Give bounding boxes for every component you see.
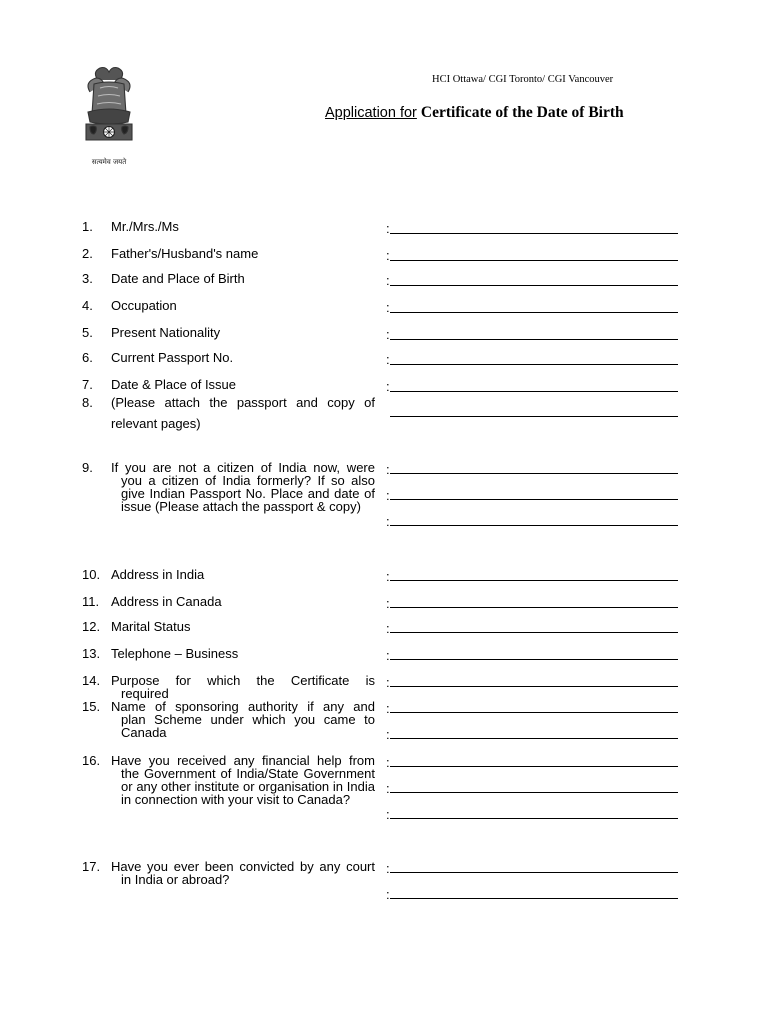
answer-line-sponsor-1[interactable] [390, 712, 678, 713]
answer-line-purpose[interactable] [390, 686, 678, 687]
issuing-office: HCI Ottawa/ CGI Toronto/ CGI Vancouver [432, 74, 614, 85]
colon: : [386, 514, 390, 529]
answer-line-birth[interactable] [390, 285, 678, 286]
item-number: 3. [82, 271, 93, 286]
colon: : [386, 248, 390, 263]
answer-line-financial-help-2[interactable] [390, 792, 678, 793]
answer-line-address-india[interactable] [390, 580, 678, 581]
colon: : [386, 569, 390, 584]
colon: : [386, 327, 390, 342]
title-part-1: Application for [325, 105, 417, 121]
item-number: 9. [82, 460, 93, 475]
colon: : [386, 221, 390, 236]
item-number: 13. [82, 646, 101, 661]
item-label [111, 754, 375, 806]
colon: : [386, 462, 390, 477]
title-part-2: Certificate of the Date of Birth [420, 104, 624, 121]
item-label-rest: required [121, 686, 169, 701]
item-label-rest: plan Scheme under which you came to Canada [121, 712, 375, 740]
colon: : [386, 352, 390, 367]
answer-line-convicted-1[interactable] [390, 872, 678, 873]
item-number: 5. [82, 325, 93, 340]
item-label-rest: the Government of India/State Government or any other institute or organisation in India in connection with your visit to Canada? [121, 766, 375, 807]
item-label: Address in Canada [111, 594, 222, 609]
answer-line-sponsor-2[interactable] [390, 738, 678, 739]
answer-line-name[interactable] [390, 233, 678, 234]
colon: : [386, 727, 390, 742]
item-label: Father's/Husband's name [111, 246, 259, 261]
item-number: 6. [82, 350, 93, 365]
answer-line-former-citizen-1[interactable] [390, 473, 678, 474]
item-number: 2. [82, 246, 93, 261]
colon: : [386, 300, 390, 315]
colon: : [386, 488, 390, 503]
answer-line-issue[interactable] [390, 391, 678, 392]
item-number: 14. [82, 673, 101, 688]
item-number: 12. [82, 619, 101, 634]
colon: : [386, 755, 390, 770]
item-label-line-2: relevant pages) [111, 416, 201, 431]
item-label-rest: in India or abroad? [121, 872, 230, 887]
item-number: 8. [82, 395, 93, 410]
answer-line-nationality[interactable] [390, 339, 678, 340]
colon: : [386, 596, 390, 611]
national-emblem-icon [78, 66, 140, 178]
item-label-line-1: If you are not a citizen of India now, were [111, 460, 375, 475]
item-label-line-1: Name of sponsoring authority if any and [111, 699, 375, 714]
answer-line-financial-help-3[interactable] [390, 818, 678, 819]
item-number: 7. [82, 377, 93, 392]
colon: : [386, 807, 390, 822]
colon: : [386, 379, 390, 394]
item-number: 11. [82, 594, 100, 609]
item-label-rest: you a citizen of India formerly? If so also give Indian Passport No. Place and date of issue (Please attach the passport & copy) [121, 473, 375, 514]
item-number: 15. [82, 699, 101, 714]
item-label: Telephone – Business [111, 646, 239, 661]
answer-line-former-citizen-2[interactable] [390, 499, 678, 500]
colon: : [386, 781, 390, 796]
emblem-motto: सत्यमेव जयते [91, 158, 127, 166]
answer-line-financial-help-1[interactable] [390, 766, 678, 767]
answer-line-telephone[interactable] [390, 659, 678, 660]
item-label-line-1: Purpose for which the Certificate is [111, 673, 375, 688]
answer-line-marital-status[interactable] [390, 632, 678, 633]
item-label-line-1: Have you ever been convicted by any court [111, 859, 375, 874]
item-number: 4. [82, 298, 93, 313]
answer-line-passport-attach[interactable] [390, 416, 678, 417]
answer-line-passport-no[interactable] [390, 364, 678, 365]
item-label-line-1: Have you received any financial help from [111, 753, 375, 768]
item-label [111, 700, 375, 739]
answer-line-former-citizen-3[interactable] [390, 525, 678, 526]
answer-line-occupation[interactable] [390, 312, 678, 313]
item-label [111, 860, 375, 886]
colon: : [386, 648, 390, 663]
colon: : [386, 887, 390, 902]
item-label: Date and Place of Birth [111, 271, 245, 286]
item-label-line-1: (Please attach the passport and copy of [111, 395, 375, 410]
colon: : [386, 273, 390, 288]
item-number: 1. [82, 219, 93, 234]
colon: : [386, 861, 390, 876]
item-label: Date & Place of Issue [111, 377, 237, 392]
colon: : [386, 701, 390, 716]
item-label [111, 396, 375, 409]
item-number: 17. [82, 859, 101, 874]
item-label: Marital Status [111, 619, 191, 634]
answer-line-convicted-2[interactable] [390, 898, 678, 899]
colon: : [386, 675, 390, 690]
answer-line-father-husband-name[interactable] [390, 260, 678, 261]
item-label [111, 674, 375, 700]
item-label [111, 461, 375, 513]
item-label: Current Passport No. [111, 350, 234, 365]
item-label: Present Nationality [111, 325, 221, 340]
item-label: Address in India [111, 567, 205, 582]
answer-line-address-canada[interactable] [390, 607, 678, 608]
item-number: 10. [82, 567, 101, 582]
item-number: 16. [82, 753, 101, 768]
colon: : [386, 621, 390, 636]
item-label: Mr./Mrs./Ms [111, 219, 179, 234]
page-title [325, 104, 624, 122]
item-label: Occupation [111, 298, 177, 313]
